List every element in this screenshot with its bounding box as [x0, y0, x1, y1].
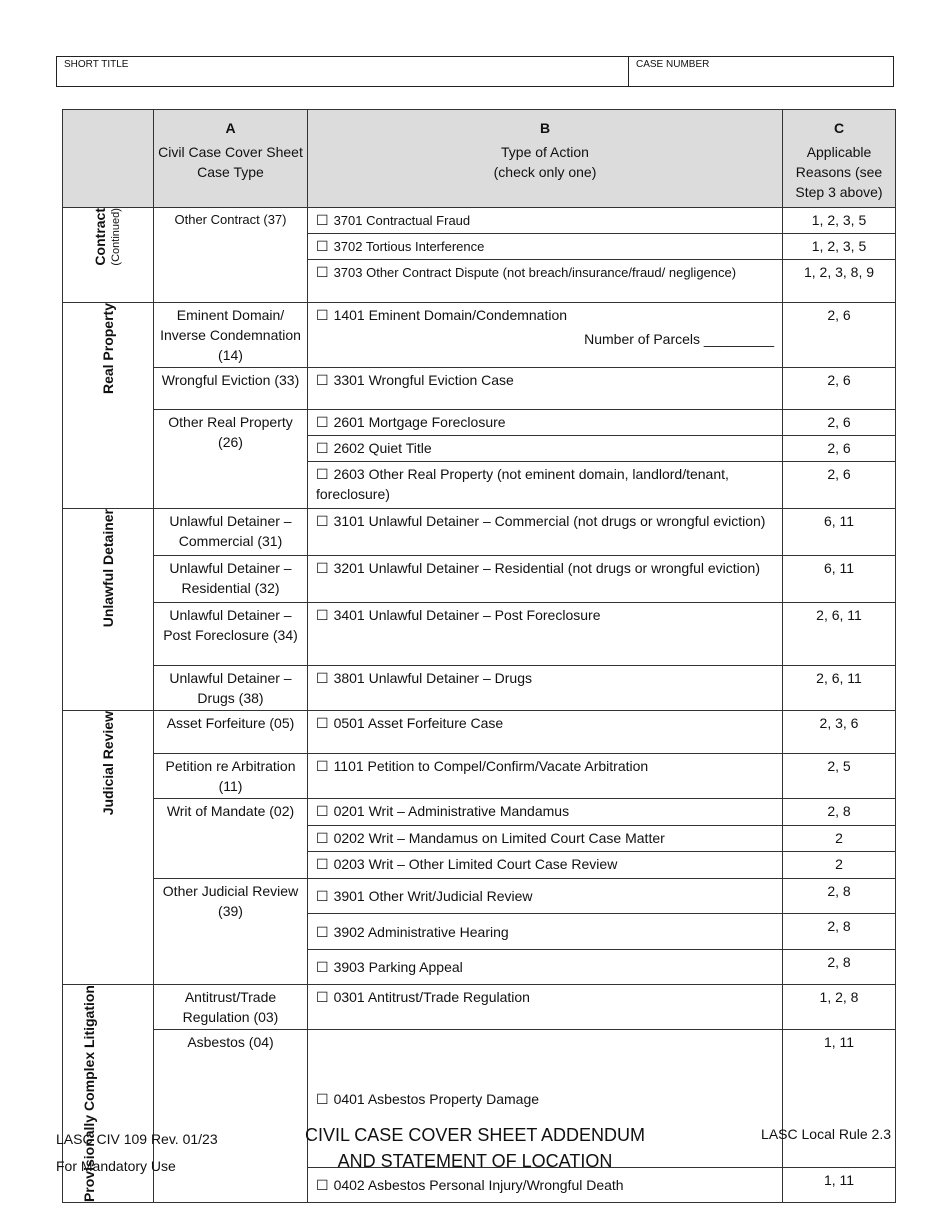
case-type-wrongful-eviction: Wrongful Eviction (33) [154, 368, 308, 410]
reasons-cell: 1, 11 [783, 1030, 896, 1168]
reasons-cell: 1, 2, 3, 5 [783, 208, 896, 234]
header-box [56, 56, 894, 87]
case-type-eminent-domain: Eminent Domain/ Inverse Condemnation (14) [154, 303, 308, 368]
action-3801[interactable]: ☐ 3801 Unlawful Detainer – Drugs [308, 666, 783, 711]
short-title-field[interactable] [57, 57, 629, 86]
checkbox-icon[interactable]: ☐ [316, 264, 329, 280]
reasons-cell: 2 [783, 852, 896, 879]
case-number-label: CASE NUMBER [636, 59, 710, 70]
checkbox-icon[interactable]: ☐ [316, 372, 329, 388]
case-type-ud-commercial: Unlawful Detainer – Commercial (31) [154, 509, 308, 556]
category-sublabel: (Continued) [110, 208, 122, 266]
action-3903[interactable]: ☐ 3903 Parking Appeal [308, 950, 783, 985]
category-label: Contract [92, 208, 108, 266]
checkbox-icon[interactable]: ☐ [316, 758, 329, 774]
checkbox-icon[interactable]: ☐ [316, 715, 329, 731]
checkbox-icon[interactable]: ☐ [316, 212, 329, 228]
action-3703[interactable]: ☐ 3703 Other Contract Dispute (not breach/insurance/fraud/ negligence) [308, 260, 783, 303]
reasons-cell: 2, 8 [783, 950, 896, 985]
reasons-cell: 2, 8 [783, 914, 896, 950]
case-type-writ-of-mandate: Writ of Mandate (02) [154, 799, 308, 879]
reasons-cell: 6, 11 [783, 556, 896, 603]
checkbox-icon[interactable]: ☐ [316, 830, 329, 846]
case-type-antitrust: Antitrust/Trade Regulation (03) [154, 985, 308, 1030]
checkbox-icon[interactable]: ☐ [316, 923, 329, 940]
checkbox-icon[interactable]: ☐ [316, 513, 329, 529]
checkbox-icon[interactable]: ☐ [316, 560, 329, 576]
action-2601[interactable]: ☐ 2601 Mortgage Foreclosure [308, 410, 783, 436]
case-type-other-real-property: Other Real Property (26) [154, 410, 308, 509]
case-type-petition-arbitration: Petition re Arbitration (11) [154, 754, 308, 799]
reasons-cell: 2, 6 [783, 303, 896, 368]
case-type-ud-residential: Unlawful Detainer – Residential (32) [154, 556, 308, 603]
category-label: Judicial Review [100, 711, 116, 816]
case-type-other-contract: Other Contract (37) [154, 208, 308, 303]
footer-title-line-1: CIVIL CASE COVER SHEET ADDENDUM [304, 1125, 646, 1145]
case-type-asbestos: Asbestos (04) [154, 1030, 308, 1203]
action-3301[interactable]: ☐ 3301 Wrongful Eviction Case [308, 368, 783, 410]
category-label: Unlawful Detainer [100, 509, 116, 628]
short-title-label: SHORT TITLE [64, 59, 129, 70]
action-1401[interactable]: ☐ 1401 Eminent Domain/Condemnation Number of Parcels _________ [308, 303, 783, 368]
action-0201[interactable]: ☐ 0201 Writ – Administrative Mandamus [308, 799, 783, 826]
footer-form-info [56, 1126, 218, 1180]
action-0501[interactable]: ☐ 0501 Asset Forfeiture Case [308, 711, 783, 754]
reasons-cell: 2, 6, 11 [783, 666, 896, 711]
mandatory-use: For Mandatory Use [56, 1158, 176, 1174]
case-type-ud-drugs: Unlawful Detainer – Drugs (38) [154, 666, 308, 711]
case-type-asset-forfeiture: Asset Forfeiture (05) [154, 711, 308, 754]
action-3702[interactable]: ☐ 3702 Tortious Interference [308, 234, 783, 260]
action-3902[interactable]: ☐ 3902 Administrative Hearing [308, 914, 783, 950]
checkbox-icon[interactable]: ☐ [316, 307, 329, 323]
action-2602[interactable]: ☐ 2602 Quiet Title [308, 436, 783, 462]
action-3201[interactable]: ☐ 3201 Unlawful Detainer – Residential (not drugs or wrongful eviction) [308, 556, 783, 603]
reasons-cell: 1, 2, 3, 8, 9 [783, 260, 896, 303]
column-b-label-1: Type of Action [501, 144, 589, 160]
reasons-cell: 6, 11 [783, 509, 896, 556]
action-3701[interactable]: ☐ 3701 Contractual Fraud [308, 208, 783, 234]
reasons-cell: 1, 2, 8 [783, 985, 896, 1030]
reasons-cell: 2, 8 [783, 879, 896, 914]
action-1101[interactable]: ☐ 1101 Petition to Compel/Confirm/Vacate Arbitration [308, 754, 783, 799]
action-3401[interactable]: ☐ 3401 Unlawful Detainer – Post Foreclosure [308, 603, 783, 666]
reasons-cell: 2, 6 [783, 436, 896, 462]
reasons-cell: 2, 8 [783, 799, 896, 826]
action-0202[interactable]: ☐ 0202 Writ – Mandamus on Limited Court Case Matter [308, 826, 783, 852]
column-a-header: A Civil Case Cover Sheet Case Type [154, 110, 308, 208]
category-judicial-review [63, 711, 154, 985]
footer-title [300, 1122, 650, 1174]
column-b-header: B Type of Action (check only one) [308, 110, 783, 208]
case-type-table [62, 109, 896, 1203]
checkbox-icon[interactable]: ☐ [316, 440, 329, 456]
header-blank [63, 110, 154, 208]
reasons-cell: 1, 2, 3, 5 [783, 234, 896, 260]
action-0203[interactable]: ☐ 0203 Writ – Other Limited Court Case Review [308, 852, 783, 879]
action-3901[interactable]: ☐ 3901 Other Writ/Judicial Review [308, 879, 783, 914]
checkbox-icon[interactable]: ☐ [316, 466, 329, 482]
action-0301[interactable]: ☐ 0301 Antitrust/Trade Regulation [308, 985, 783, 1030]
column-b-label-2: (check only one) [493, 164, 597, 180]
column-c-header: C Applicable Reasons (see Step 3 above) [783, 110, 896, 208]
reasons-cell: 2, 6 [783, 462, 896, 509]
checkbox-icon[interactable]: ☐ [316, 989, 329, 1005]
action-0402[interactable]: ☐ 0402 Asbestos Personal Injury/Wrongful Death [308, 1168, 783, 1203]
checkbox-icon[interactable]: ☐ [316, 607, 329, 623]
category-real-property [63, 303, 154, 509]
category-contract [63, 208, 154, 303]
checkbox-icon[interactable]: ☐ [316, 670, 329, 686]
checkbox-icon[interactable]: ☐ [316, 414, 329, 430]
action-0401[interactable]: ☐ 0401 Asbestos Property Damage [308, 1030, 783, 1168]
reasons-cell: 1, 11 [783, 1168, 896, 1203]
number-of-parcels-field[interactable]: Number of Parcels _________ [584, 331, 774, 347]
checkbox-icon[interactable]: ☐ [316, 856, 329, 872]
reasons-cell: 2, 6 [783, 410, 896, 436]
checkbox-icon[interactable]: ☐ [316, 238, 329, 254]
category-label: Real Property [100, 303, 116, 395]
footer-title-line-2: AND STATEMENT OF LOCATION [337, 1151, 613, 1171]
reasons-cell: 2 [783, 826, 896, 852]
form-id: LASC CIV 109 Rev. 01/23 [56, 1131, 218, 1147]
checkbox-icon[interactable]: ☐ [316, 1090, 329, 1107]
reasons-cell: 2, 5 [783, 754, 896, 799]
reasons-cell: 2, 6, 11 [783, 603, 896, 666]
action-2603[interactable]: ☐ 2603 Other Real Property (not eminent domain, landlord/tenant, foreclosure) [308, 462, 783, 509]
case-type-other-judicial-review: Other Judicial Review (39) [154, 879, 308, 985]
reasons-cell: 2, 3, 6 [783, 711, 896, 754]
action-3101[interactable]: ☐ 3101 Unlawful Detainer – Commercial (not drugs or wrongful eviction) [308, 509, 783, 556]
category-label: Provisionally Complex Litigation [81, 985, 97, 1203]
column-a-label: Civil Case Cover Sheet Case Type [158, 144, 303, 180]
case-type-ud-post-foreclosure: Unlawful Detainer – Post Foreclosure (34) [154, 603, 308, 666]
local-rule: LASC Local Rule 2.3 [761, 1126, 891, 1142]
category-unlawful-detainer [63, 509, 154, 711]
checkbox-icon[interactable]: ☐ [316, 888, 329, 904]
checkbox-icon[interactable]: ☐ [316, 803, 329, 819]
column-c-label: Applicable Reasons (see Step 3 above) [795, 144, 883, 200]
checkbox-icon[interactable]: ☐ [316, 1177, 329, 1194]
case-number-field[interactable] [629, 57, 893, 86]
checkbox-icon[interactable]: ☐ [316, 959, 329, 975]
reasons-cell: 2, 6 [783, 368, 896, 410]
